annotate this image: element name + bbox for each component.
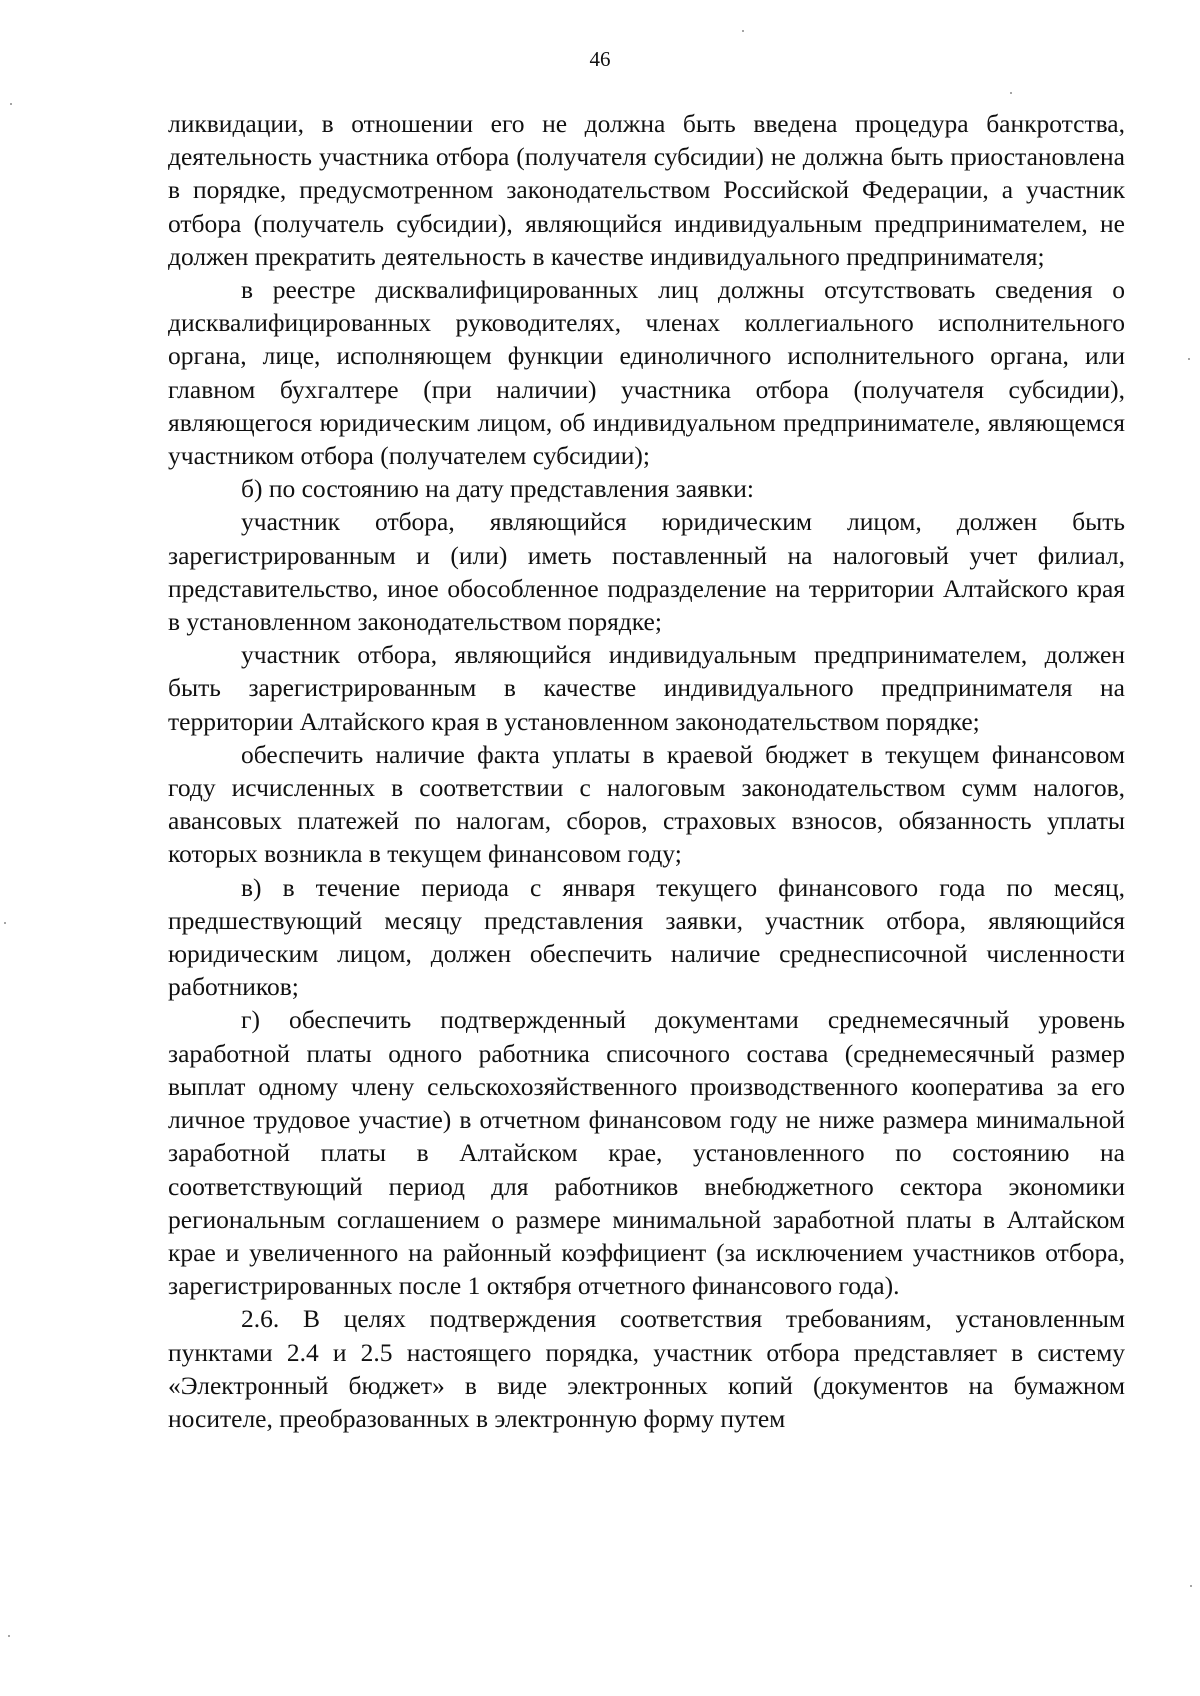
scan-speck xyxy=(10,103,12,105)
scan-speck xyxy=(1188,358,1190,360)
paragraph-item-g-wages: г) обеспечить подтвержденный документами среднемесячный уровень заработной платы одного работника списочного состава (среднемесячный размер выплат одному члену сельскохозяйственного производственного кооператива за его личное трудовое участие) в отчетном финансовом году не ниже размера минимальной заработной платы в Алтайском крае, установленного по состоянию на соответствующий период для работников внебюджетного сектора экономики региональным соглашением о размере минимальной заработной платы в Алтайском крае и увеличенного на районный коэффициент (за исключением участников отбора, зарегистрированных после 1 октября отчетного финансового года). xyxy=(168,1005,1125,1301)
page-number: 46 xyxy=(589,47,611,71)
paragraph-item-c-headcount: в) в течение периода с января текущего финансового года по месяц, предшествующий месяцу представления заявки, участник отбора, являющийся юридическим лицом, должен обеспечить наличие среднесписочной численности работников; xyxy=(168,872,1125,1002)
scan-speck xyxy=(8,1635,10,1637)
paragraph-item-b-heading: б) по состоянию на дату представления заявки: xyxy=(241,474,754,504)
paragraph-entrepreneur-registration: участник отбора, являющийся индивидуальным предпринимателем, должен быть зарегистрированным в качестве индивидуального предпринимателя на территории Алтайского края в установленном законодательством порядке; xyxy=(168,640,1125,736)
scan-speck xyxy=(1190,1585,1192,1587)
paragraph-section-2-6: 2.6. В целях подтверждения соответствия требованиям, установленным пунктами 2.4 и 2.5 настоящего порядка, участник отбора представляет в систему «Электронный бюджет» в виде электронных копий (документов на бумажном носителе, преобразованных в электронную форму путем xyxy=(168,1304,1125,1433)
scan-speck xyxy=(742,30,744,32)
scan-speck xyxy=(1010,92,1012,94)
scan-speck xyxy=(4,922,6,924)
paragraph-legal-entity-registration: участник отбора, являющийся юридическим лицом, должен быть зарегистрированным и (или) иметь поставленный на налоговый учет филиал, представительство, иное обособленное подразделение на территории Алтайского края в установленном законодательством порядке; xyxy=(168,507,1125,637)
paragraph-liquidation-bankruptcy: ликвидации, в отношении его не должна быть введена процедура банкротства, деятельность участника отбора (получателя субсидии) не должна быть приостановлена в порядке, предусмотренном законодательством Российской Федерации, а участник отбора (получатель субсидии), являющийся индивидуальным предпринимателем, не должен прекратить деятельность в качестве индивидуального предпринимателя; xyxy=(168,109,1125,271)
paragraph-tax-payment: обеспечить наличие факта уплаты в краевой бюджет в текущем финансовом году исчисленных в соответствии с налоговым законодательством сумм налогов, авансовых платежей по налогам, сборов, страховых взносов, обязанность уплаты которых возникла в текущем финансовом году; xyxy=(168,739,1125,869)
paragraph-disqualified-persons-register: в реестре дисквалифицированных лиц должны отсутствовать сведения о дисквалифицированных руководителях, членах коллегиального исполнительного органа, лице, исполняющем функции единоличного исполнительного органа, или главном бухгалтере (при наличии) участника отбора (получателя субсидии), являющегося юридическим лицом, об индивидуальном предпринимателе, являющемся участником отбора (получателем субсидии); xyxy=(168,275,1125,471)
document-body xyxy=(168,107,1125,1435)
